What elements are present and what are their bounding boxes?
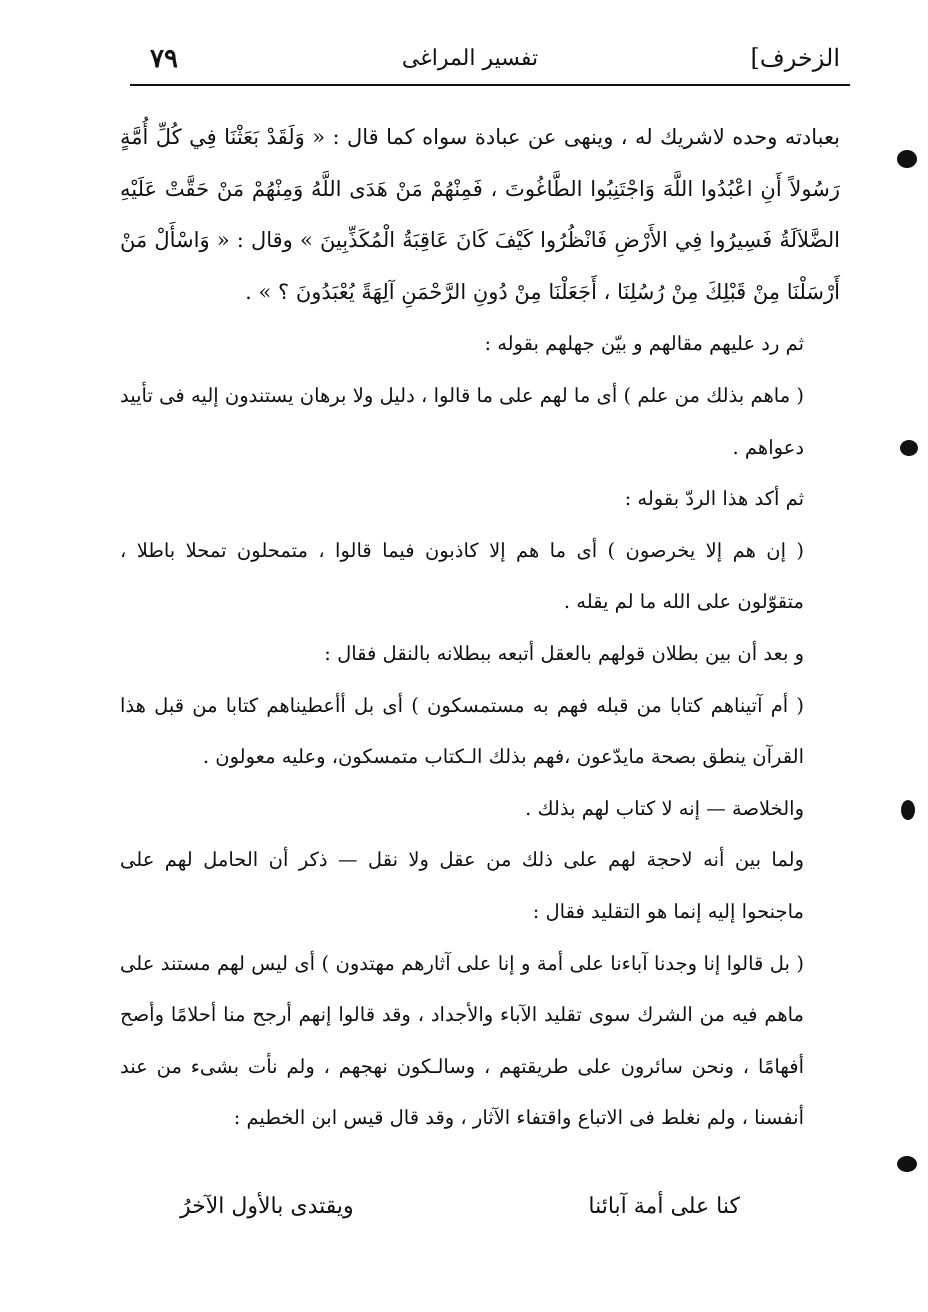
page-body <box>120 112 840 1144</box>
paragraph: والخلاصة — إنه لا كتاب لهم بذلك . <box>525 796 804 820</box>
verse-hemistich-second: ويقتدى بالأول الآخرُ <box>180 1194 354 1219</box>
paragraph-quran-quote: بعبادته وحده لاشريك له ، وينهى عن عبادة سواه كما قال : « وَلَقَدْ بَعَثْنَا فِي كُلِّ أُمَّةٍ رَسُولاً أَنِ اعْبُدُوا اللَّهَ وَاجْتَنِبُوا الطَّاغُوتَ ، فَمِنْهُمْ مَنْ هَدَى اللَّهُ وَمِنْهُمْ مَنْ حَقَّتْ عَلَيْهِ الضَّلاَلَةُ فَسِيرُوا فِي الأَرْضِ فَانْظُرُوا كَيْفَ كَانَ عَاقِبَةُ الْمُكَذِّبِينَ » وقال : « وَاسْأَلْ مَنْ أَرْسَلْنَا مِنْ قَبْلِكَ مِنْ رُسُلِنَا ، أَجَعَلْنَا مِنْ دُونِ الرَّحْمَنِ آلِهَةً يُعْبَدُونَ ؟ » . <box>120 125 840 304</box>
paragraph: ( أم آتيناهم كتابا من قبله فهم به مستمسكون ) أى بل أأعطيناهم كتابا من قبل هذا القرآن ينطق بصحة مايدّعون ،فهم بذلك الـكتاب متمسكون، وعليه معولون . <box>120 693 804 769</box>
book-title: تفسير المراغى <box>401 46 539 71</box>
paragraph: ثم أكد هذا الردّ بقوله : <box>624 487 804 511</box>
paragraph: ( إن هم إلا يخرصون ) أى ما هم إلا كاذبون فيما قالوا ، متمحلون تمحلا باطلا ، متقوّلون على الله ما لم يقله . <box>120 538 804 614</box>
verse-hemistich-first: كنا على أمة آبائنا <box>588 1194 740 1219</box>
paragraph: ( ماهم بذلك من علم ) أى ما لهم على ما قالوا ، دليل ولا برهان يستندون إليه فى تأييد دعواهم . <box>120 383 804 459</box>
scan-punch-hole-mark <box>897 150 917 168</box>
scan-punch-hole-mark <box>900 440 918 456</box>
page-number: ٧٩ <box>150 44 178 74</box>
paragraph: ولما بين أنه لاحجة لهم على ذلك من عقل ولا نقل — ذكر أن الحامل لهم على ماجنحوا إليه إنما هو التقليد فقال : <box>120 848 804 923</box>
scan-punch-hole-mark <box>901 800 915 820</box>
surah-name: الزخرف] <box>750 44 840 72</box>
scan-punch-hole-mark <box>897 1156 917 1172</box>
paragraph: ثم رد عليهم مقالهم و بيّن جهلهم بقوله : <box>484 332 804 356</box>
paragraph: ( بل قالوا إنا وجدنا آباءنا على أمة و إنا على آثارهم مهتدون ) أى ليس لهم مستند على ماهم فيه من الشرك سوى تقليد الآباء والأجداد ، وقد قالوا إنهم أرجح منا أحلامًا وأصح أفهامًا ، ونحن سائرون على طريقتهم ، وسالـكون نهجهم ، ولم نأت بشىء من عند أنفسنا ، ولم نغلط فى الاتباع واقتفاء الآثار ، وقد قال قيس ابن الخطيم : <box>120 951 804 1130</box>
poetry-verse <box>180 1194 740 1219</box>
running-header <box>120 40 840 90</box>
header-rule <box>130 84 850 86</box>
paragraph: و بعد أن بين بطلان قولهم بالعقل أتبعه ببطلانه بالنقل فقال : <box>324 641 804 665</box>
